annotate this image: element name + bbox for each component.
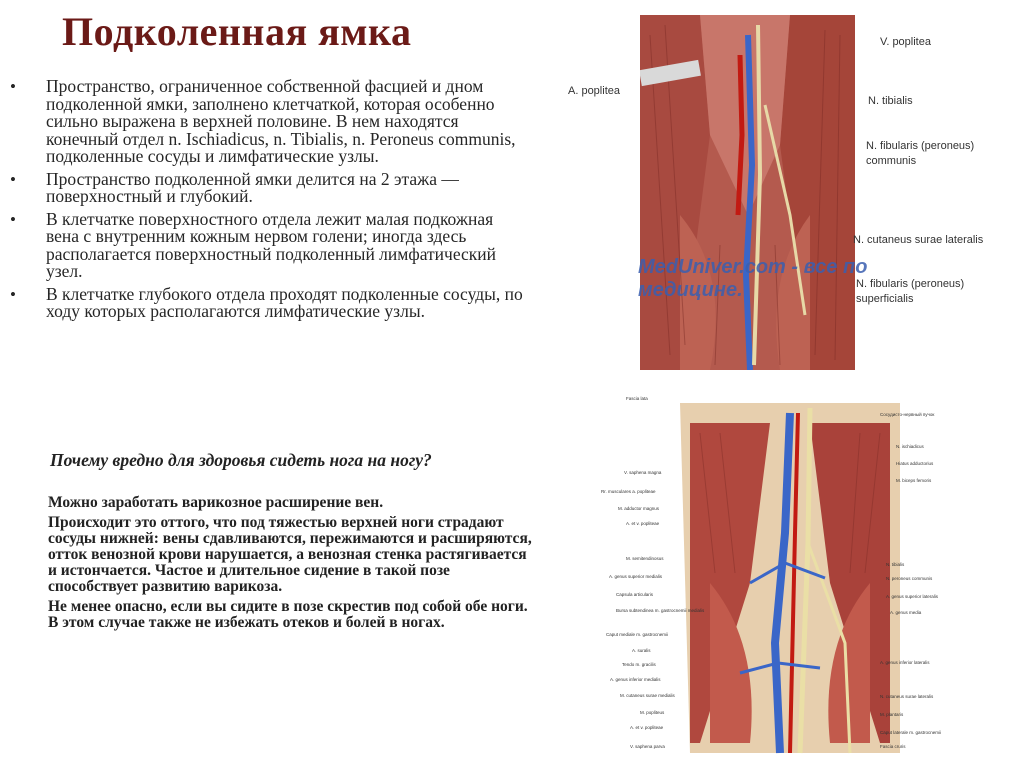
figure2-label: Сосудисто-нервный пучок — [880, 412, 935, 417]
figure2-label: Fascia cruris — [880, 744, 906, 749]
figure2-label: N. ischiadicus — [896, 444, 924, 449]
figure2-label: M. plantaris — [880, 712, 904, 717]
bullet-text: Пространство подколенной ямки делится на 2 этажа — поверхностный и глубокий. — [46, 168, 459, 206]
figure1-label: superficialis — [856, 293, 914, 305]
figure2-label: A. genus superior medialis — [609, 574, 663, 579]
figure1-label: N. fibularis (peroneus) — [856, 278, 965, 290]
answer-paragraph: Можно заработать варикозное расширение вен. — [48, 494, 384, 511]
figure2-label: N. cutaneus surae lateralis — [880, 694, 934, 699]
figure2-label: A. et v. popliteae — [626, 521, 660, 526]
figure2-label: M. cutaneus surae medialis — [620, 693, 675, 698]
bullet-item — [10, 78, 530, 166]
figure2-label: Caput laterale m. gastrocnemii — [880, 730, 942, 735]
figure2-label: M. biceps femoris — [896, 478, 932, 483]
figure1-label: A. poplitea — [568, 85, 620, 97]
bullet-icon: • — [10, 169, 16, 189]
bullet-text: В клетчатке поверхностного отдела лежит малая подкожная вена с внутренним кожным нервом голени; иногда здесь располагается поверхностный подколенный лимфатический узел. — [46, 208, 497, 281]
figure2-label: M. semitendinosus — [626, 556, 664, 561]
page-title: Подколенная ямка — [62, 9, 412, 54]
figure2-label: N. tibialis — [886, 562, 905, 567]
bullet-icon: • — [10, 209, 16, 229]
figure2-label: Tendo m. gracilis — [622, 662, 656, 667]
figure1-label: N. cutaneus surae lateralis — [853, 234, 984, 246]
figure1-label: N. fibularis (peroneus) — [866, 140, 975, 152]
bullet-item — [10, 283, 530, 321]
answer-block — [48, 495, 538, 635]
figure2-label: Capsula articularis — [616, 592, 654, 597]
figure2-label: A. et v. popliteae — [630, 725, 664, 730]
bullet-list — [10, 78, 530, 326]
bullet-icon: • — [10, 284, 16, 304]
figure2-label: M. adductor magnus — [618, 506, 660, 511]
question-heading: Почему вредно для здоровья сидеть нога на ногу? — [50, 450, 432, 470]
figure1-label: N. tibialis — [868, 95, 913, 107]
figure1-label: communis — [866, 155, 917, 167]
figure2-label: N. peroneus communis — [886, 576, 933, 581]
answer-paragraph: Не менее опасно, если вы сидите в позе скрестив под собой обе ноги. В этом случае также не избежать отеков и болей в ногах. — [48, 598, 528, 631]
figure2-label: A. genus media — [890, 610, 922, 615]
figure2-label: Caput mediale m. gastrocnemii — [606, 632, 669, 637]
figure2-label: V. saphena magna — [624, 470, 662, 475]
figure2-label: M. popliteus — [640, 710, 665, 715]
figure2-label: A. genus inferior medialis — [610, 677, 661, 682]
bullet-item — [10, 168, 530, 206]
bullet-icon: • — [10, 77, 16, 96]
figure2-label: A. suralis — [632, 648, 651, 653]
figure2-label: V. saphena parva — [630, 744, 665, 749]
figure1-label: V. poplitea — [880, 36, 931, 48]
figure2-label: Rr. musculares a. popliteae — [601, 489, 656, 494]
figure2-label: Bursa subtendinea m. gastrocnemii medialis — [616, 608, 705, 613]
figure2-label: Fascia lata — [626, 396, 648, 401]
figure2-label: Hiatus adductorius — [896, 461, 934, 466]
popliteal-anatomy-figure — [640, 15, 855, 370]
figure2-label: A. genus superior lateralis — [886, 594, 939, 599]
bullet-item — [10, 208, 530, 281]
figure2-label: A. genus inferior lateralis — [880, 660, 930, 665]
bullet-text: Пространство, ограниченное собственной фасцией и дном подколенной ямки, заполнено клетчаткой, которая особенно сильно выражена в верхней половине. В нем находятся конечный отдел n. Ischiadicus, n. Tibialis, n. Peroneus communis, подколенные сосуды и лимфатические узлы. — [46, 76, 516, 166]
watermark: MedUniver.com - все по медицине. — [638, 256, 868, 301]
bullet-text: В клетчатке глубокого отдела проходят подколенные сосуды, по ходу которых располагаются лимфатические узлы. — [46, 283, 523, 321]
answer-paragraph: Происходит это оттого, что под тяжестью верхней ноги страдают сосуды нижней: вены сдавливаются, пережимаются и расширяются, отток венозной крови нарушается, а венозная стенка растягивается и истончается. Частое и длительное сидение в такой позе способствует развитию варикоза. — [48, 514, 532, 595]
